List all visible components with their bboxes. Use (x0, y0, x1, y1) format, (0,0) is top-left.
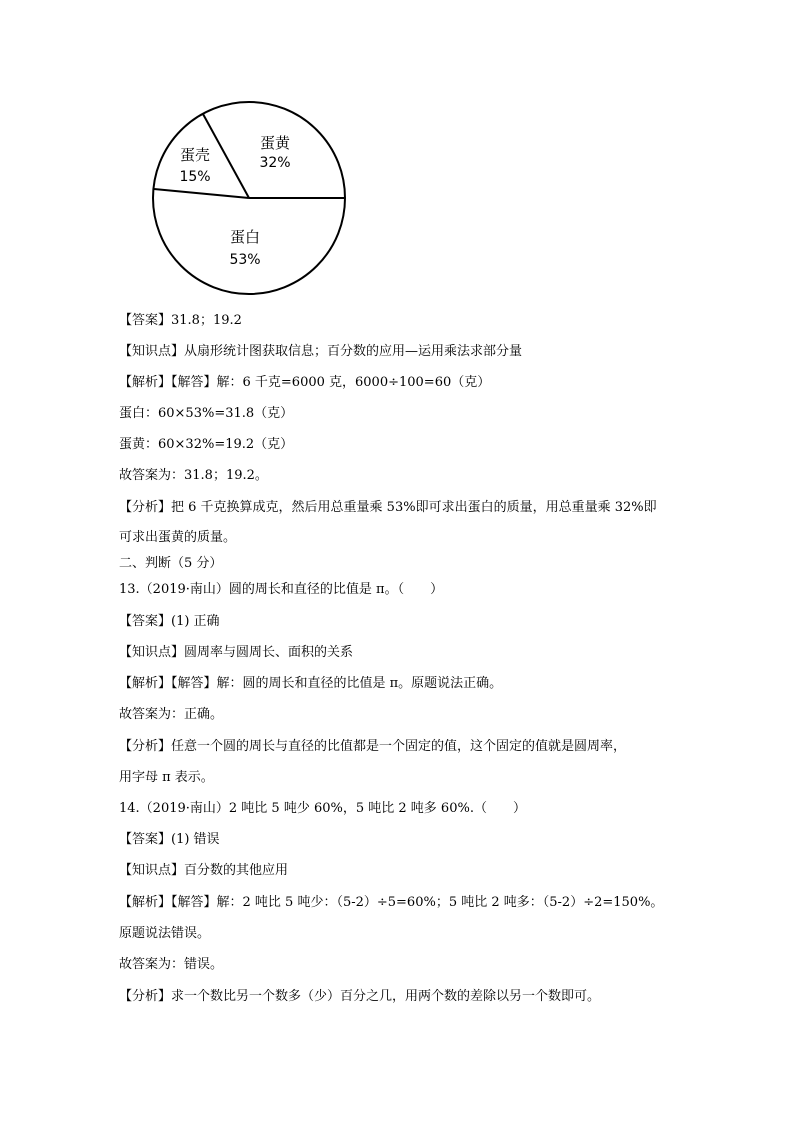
analysis-line-cont: 用字母 π 表示。 (119, 770, 214, 785)
analysis-line: 【分析】把 6 千克换算成克，然后用总重量乘 53%即可求出蛋白的质量，用总重量乘 32%即 (119, 500, 657, 515)
knowledge-point-line: 【知识点】百分数的其他应用 (119, 863, 289, 878)
question-14: 14.（2019·南山）2 吨比 5 吨少 60%，5 吨比 2 吨多 60%.（ ） (119, 801, 526, 816)
solution-line-cont: 原题说法错误。 (119, 926, 211, 941)
solution-egg-yolk: 蛋黄：60×32%=19.2（克） (119, 437, 294, 452)
slice-value-shell: 15% (179, 169, 211, 185)
section-heading: 二、判断（5 分） (119, 556, 223, 571)
slice-label-white: 蛋白 (229, 228, 261, 246)
pie-chart (148, 100, 352, 300)
solution-line: 【解析】【解答】解：圆的周长和直径的比值是 π。原题说法正确。 (119, 676, 503, 691)
slice-value-white: 53% (229, 252, 261, 268)
analysis-line: 【分析】求一个数比另一个数多（少）百分之几，用两个数的差除以另一个数即可。 (119, 989, 601, 1004)
analysis-line: 【分析】任意一个圆的周长与直径的比值都是一个固定的值，这个固定的值就是圆周率， (119, 739, 627, 754)
analysis-line-cont: 可求出蛋黄的质量。 (119, 530, 237, 545)
solution-line: 【解析】【解答】解：6 千克=6000 克，6000÷100=60（克） (119, 375, 491, 390)
slice-label-shell: 蛋壳 (179, 146, 211, 164)
final-answer-line: 故答案为：正确。 (119, 707, 224, 722)
pie-divider-shell-white (154, 189, 249, 198)
solution-line: 【解析】【解答】解：2 吨比 5 吨少：（5-2）÷5=60%；5 吨比 2 吨多：（5-2）÷2=150%。 (119, 895, 664, 910)
answer-line: 【答案】(1) 正确 (119, 614, 220, 629)
solution-egg-white: 蛋白：60×53%=31.8（克） (119, 406, 294, 421)
knowledge-point-line: 【知识点】圆周率与圆周长、面积的关系 (119, 645, 354, 660)
answer-line: 【答案】31.8；19.2 (119, 313, 242, 328)
slice-label-yolk: 蛋黄 (259, 134, 291, 152)
answer-line: 【答案】(1) 错误 (119, 832, 220, 847)
final-answer-line: 故答案为：31.8；19.2。 (119, 468, 268, 483)
slice-value-yolk: 32% (259, 155, 291, 171)
knowledge-point-line: 【知识点】从扇形统计图获取信息；百分数的应用—运用乘法求部分量 (119, 344, 523, 359)
final-answer-line: 故答案为：错误。 (119, 957, 224, 972)
question-13: 13.（2019·南山）圆的周长和直径的比值是 π。（ ） (119, 582, 444, 597)
